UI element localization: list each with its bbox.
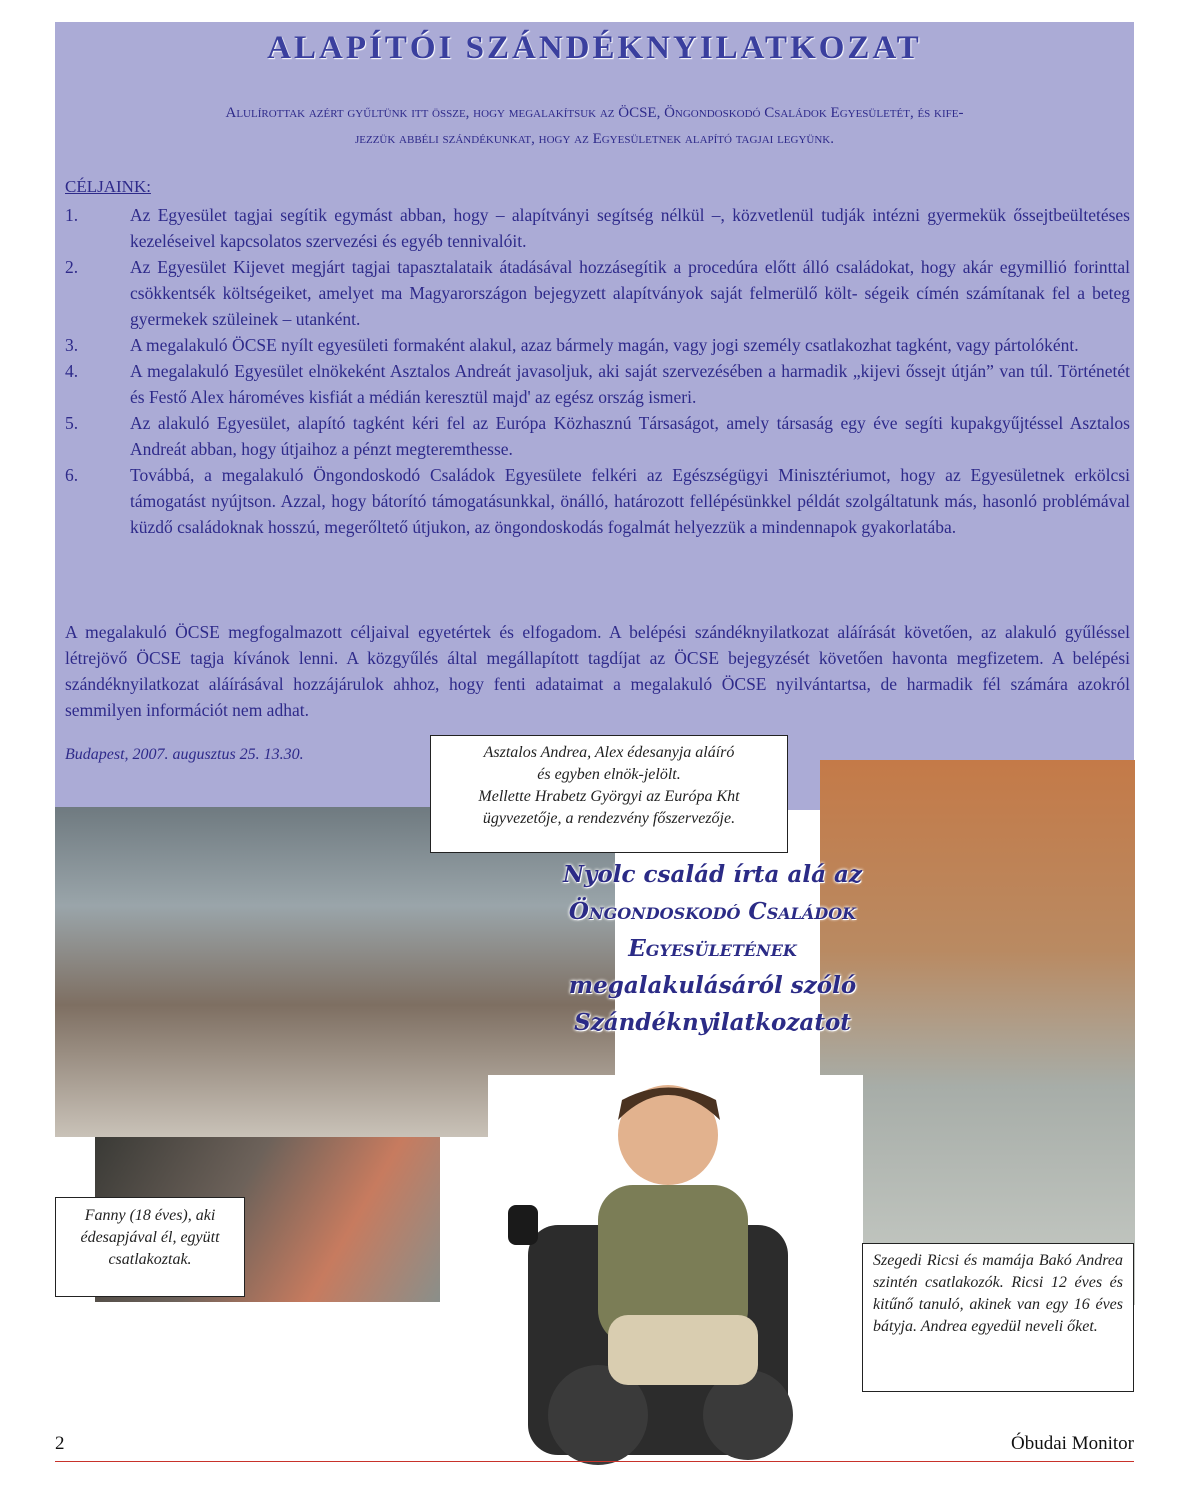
caption-fanny: Fanny (18 éves), aki édesapjával él, együtt csatlakoztak. [55,1197,245,1297]
goal-item [65,202,1130,254]
headline-line: megalakulásáról szóló [568,972,857,999]
page-number: 2 [55,1433,65,1454]
dateline: Budapest, 2007. augusztus 25. 13.30. [65,746,304,763]
declaration-title: ALAPÍTÓI SZÁNDÉKNYILATKOZAT [267,30,922,66]
footer-rule [55,1461,1134,1462]
goal-number: 6. [65,465,79,485]
goal-text: Az Egyesület Kijevet megjárt tagjai tapasztalataik átadásával hozzásegítik a procedúra előtt álló családokat, hogy akár egymillió forinttal csökkentsék költségeiket, amelyet ma Magyarországon bejegyzett alapítványok saját felmerülő költ- ségeik címén számítanak fel a beteg gyermekek szüleinek – utanként. [130,257,1130,329]
headline-line: Szándéknyilatkozatot [574,1009,851,1036]
goal-text: A megalakuló Egyesület elnökeként Asztalos Andreát javasoljuk, aki saját szervezésében a harmadik „kijevi őssejt útján” van túl. Történetét és Festő Alex hároméves kisfiát a médián keresztül majd' az egész ország ismeri. [130,361,1130,407]
caption-line: Mellette Hrabetz Györgyi az Európa Kht [478,788,740,805]
headline [540,856,885,1041]
caption-line: Asztalos Andrea, Alex édesanyja aláíró [483,744,735,761]
caption-line: és egyben elnök-jelölt. [537,766,681,783]
goal-number: 3. [65,335,79,355]
goal-text: Az alakuló Egyesület, alapító tagként kéri fel az Európa Közhasznú Társaságot, amely társaság egy éve segíti kupakgyűjtéssel Asztalos Andreát abban, hogy útjaihoz a pénzt megteremthesse. [130,413,1130,459]
caption-signers [430,735,788,853]
goal-number: 2. [65,257,79,277]
intro-line: Alulírottak azért gyűltünk itt össze, hogy megalakítsuk az ÖCSE, Öngondoskodó Családok Egyesületét, és kife- [225,105,964,121]
boy-wheelchair-illustration [488,1075,863,1472]
photo-boy-wheelchair [488,1075,863,1472]
closing-paragraph: A megalakuló ÖCSE megfogalmazott céljaival egyetértek és elfogadom. A belépési szándéknyilatkozat aláírását követően, az alakuló gyűléssel létrejövő ÖCSE tagja kívánok lenni. A közgyűlés által megállapított tagdíjat az ÖCSE bejegyzését követően havonta megfizetem. A belépési szándéknyilatkozat aláírásával hozzájárulok ahhoz, hogy fenti adataimat a megalakuló ÖCSE nyilvántartsa, de harmadik fél számára azokról semmilyen információt nem adhat. [65,622,1130,720]
goal-number: 1. [65,205,79,225]
headline-line: Öngondoskodó Családok [568,898,857,925]
goal-text: A megalakuló ÖCSE nyílt egyesületi formaként alakul, azaz bármely magán, vagy jogi személy csatlakozhat tagként, vagy pártolóként. [130,335,1079,355]
goal-item [65,462,1130,540]
goal-item [65,410,1130,462]
goal-item [65,332,1130,358]
goal-number: 5. [65,413,79,433]
headline-line: Nyolc család írta alá az [563,861,862,888]
goals-heading: CÉLJAINK: [65,177,151,196]
goals-list [65,202,1130,540]
headline-line: Egyesületének [628,935,797,962]
caption-ricsi: Szegedi Ricsi és mamája Bakó Andrea szintén csatlakozók. Ricsi 12 éves és kitűnő tanuló, akinek van egy 16 éves bátyja. Andrea egyedül neveli őket. [862,1243,1134,1392]
declaration-intro [67,100,1122,152]
caption-line: ügyvezetője, a rendezvény főszervezője. [482,810,736,827]
publication-name: Óbudai Monitor [1011,1433,1134,1454]
goal-item [65,254,1130,332]
intro-line: jezzük abbéli szándékunkat, hogy az Egyesületnek alapító tagjai legyünk. [354,131,834,147]
goal-item [65,358,1130,410]
declaration-panel [55,22,1134,810]
goal-number: 4. [65,361,79,381]
goal-text: Az Egyesület tagjai segítik egymást abban, hogy – alapítványi segítség nélkül –, közvetlenül tudják intézni gyermekük őssejtbeültetéses kezeléseivel kapcsolatos szervezési és egyéb tennivalóit. [130,205,1130,251]
goal-text: Továbbá, a megalakuló Öngondoskodó Családok Egyesülete felkéri az Egészségügyi Minisztériumot, hogy az Egyesületnek erkölcsi támogatást nyújtson. Azzal, hogy bátorító támogatásunkkal, önálló, határozott fellépésünkkel példát szolgáltatunk más, hasonló problémával küzdő családoknak hosszú, megerőltető útjukon, az öngondoskodás fogalmát helyezzük a mindennapok gyakorlatába. [130,465,1130,537]
